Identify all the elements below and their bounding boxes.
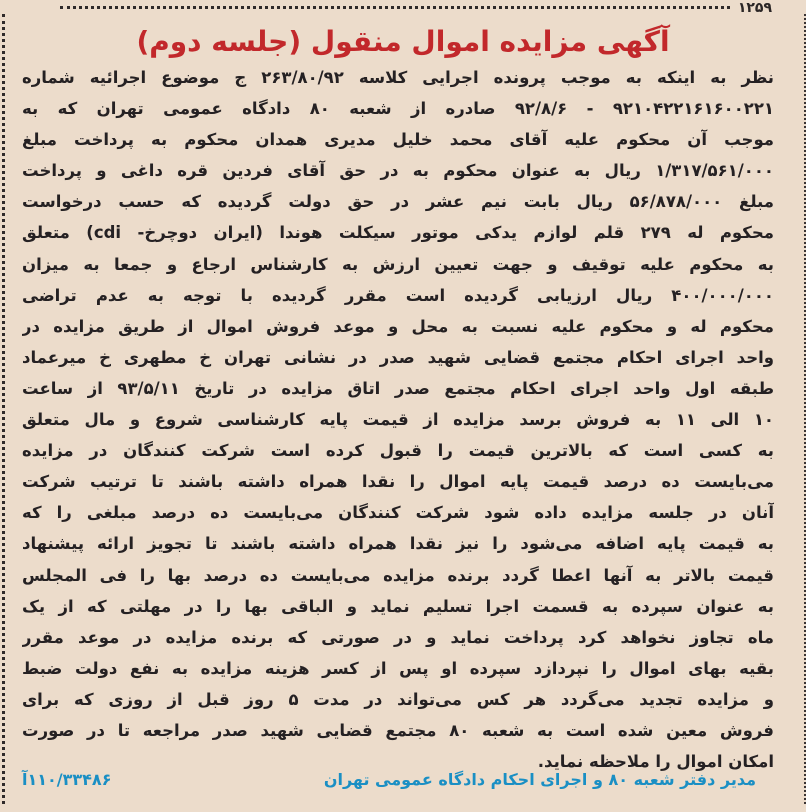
body-line: ۴۰۰/۰۰۰/۰۰۰ ریال ارزیابی گردیده است مقرر گردیده با توجه به عدم تراضی [22, 285, 774, 305]
left-dotted-border [2, 14, 5, 804]
body-line: امکان اموال را ملاحظه نماید. [537, 752, 774, 772]
body-line: به محکوم علیه توقیف و جهت تعیین ارزش به کارشناس ارجاع و جمعا به میزان [22, 254, 774, 274]
signature-line: مدیر دفتر شعبه ۸۰ و اجرای احکام دادگاه عمومی تهران [323, 770, 756, 789]
body-line: آنان در جلسه مزایده داده شود شرکت کنندگان می‌بایست ده درصد مبلغی را که [22, 503, 774, 523]
body-line: به کسی است که بالاترین قیمت را قبول کرده است شرکت کنندگان در مزایده [22, 441, 774, 461]
body-line: موجب آن محکوم علیه آقای محمد خلیل مدیری همدان محکوم به پرداخت مبلغ [22, 130, 774, 150]
top-dotted-rule [60, 6, 730, 9]
body-line: محکوم له و محکوم علیه نسبت به محل و موعد فروش اموال از طریق مزایده در [22, 316, 774, 336]
body-line: نظر به اینکه به موجب پرونده اجرایی کلاسه ۲۶۳/۸۰/۹۲ ج موضوع اجرائیه شماره [22, 68, 774, 87]
body-line: به قیمت پایه اضافه می‌شود را نیز نقدا همراه داشته باشند تا تجویز ارائه پیشنهاد [22, 534, 774, 554]
reference-code: ۱۱۰/۳۳۴۸۶آ [22, 770, 112, 789]
notice-footer [22, 764, 774, 796]
body-line: ماه تجاوز نخواهد کرد پرداخت نماید و در صورتی که برنده مزایده در موعد مقرر [22, 627, 774, 647]
body-line: ۹۲۱۰۴۲۲۱۶۱۶۰۰۲۲۱ - ۹۲/۸/۶ صادره از شعبه ۸۰ دادگاه عمومی تهران که به [22, 99, 774, 119]
body-line: فروش معین شده است به شعبه ۸۰ مجتمع قضایی شهید صدر مراجعه تا در صورت [22, 720, 774, 740]
body-line: قیمت بالاتر به آنها اعطا گردد برنده مزایده می‌بایست ده درصد بها را فی المجلس [22, 565, 774, 585]
notice-body [22, 62, 774, 777]
body-line: بقیه بهای اموال را نپردازد سپرده او پس از کسر هزینه مزایده به نفع دولت ضبط [22, 658, 774, 678]
body-line: مبلغ ۵۶/۸۷۸/۰۰۰ ریال بابت نیم عشر در حق دولت گردیده که حسب درخواست [22, 192, 774, 212]
body-line: ۱/۳۱۷/۵۶۱/۰۰۰ ریال به عنوان محکوم به در حق آقای فردین قره داغی و پرداخت [22, 161, 774, 181]
page-number: ۱۲۵۹ [737, 0, 772, 16]
body-line: می‌بایست ده درصد قیمت پایه اموال را نقدا همراه داشته باشند تا ترتیب شرکت [22, 472, 774, 492]
notice-title: آگهی مزایده اموال منقول (جلسه دوم) [136, 25, 670, 58]
body-line: طبقه اول واحد اجرای احکام مجتمع صدر اتاق مزایده در تاریخ ۹۳/۵/۱۱ از ساعت [22, 378, 774, 398]
body-line: محکوم له ۲۷۹ قلم لوازم یدکی موتور سیکلت هوندا (ایران دوچرخ- cdi) متعلق [22, 223, 774, 243]
body-line: به عنوان سپرده به قسمت اجرا تسلیم نماید و الباقی بها را در مهلتی که از یک [22, 596, 774, 616]
body-line: واحد اجرای احکام مجتمع قضایی شهید صدر در نشانی تهران خ مطهری خ میرعماد [22, 347, 774, 367]
body-line: و مزایده تجدید می‌گردد هر کس می‌تواند در مدت ۵ روز قبل از روزی که برای [22, 689, 774, 709]
body-line: ۱۰ الی ۱۱ به فروش برسد مزایده از قیمت پایه کارشناسی شروع و مال متعلق [22, 410, 774, 430]
